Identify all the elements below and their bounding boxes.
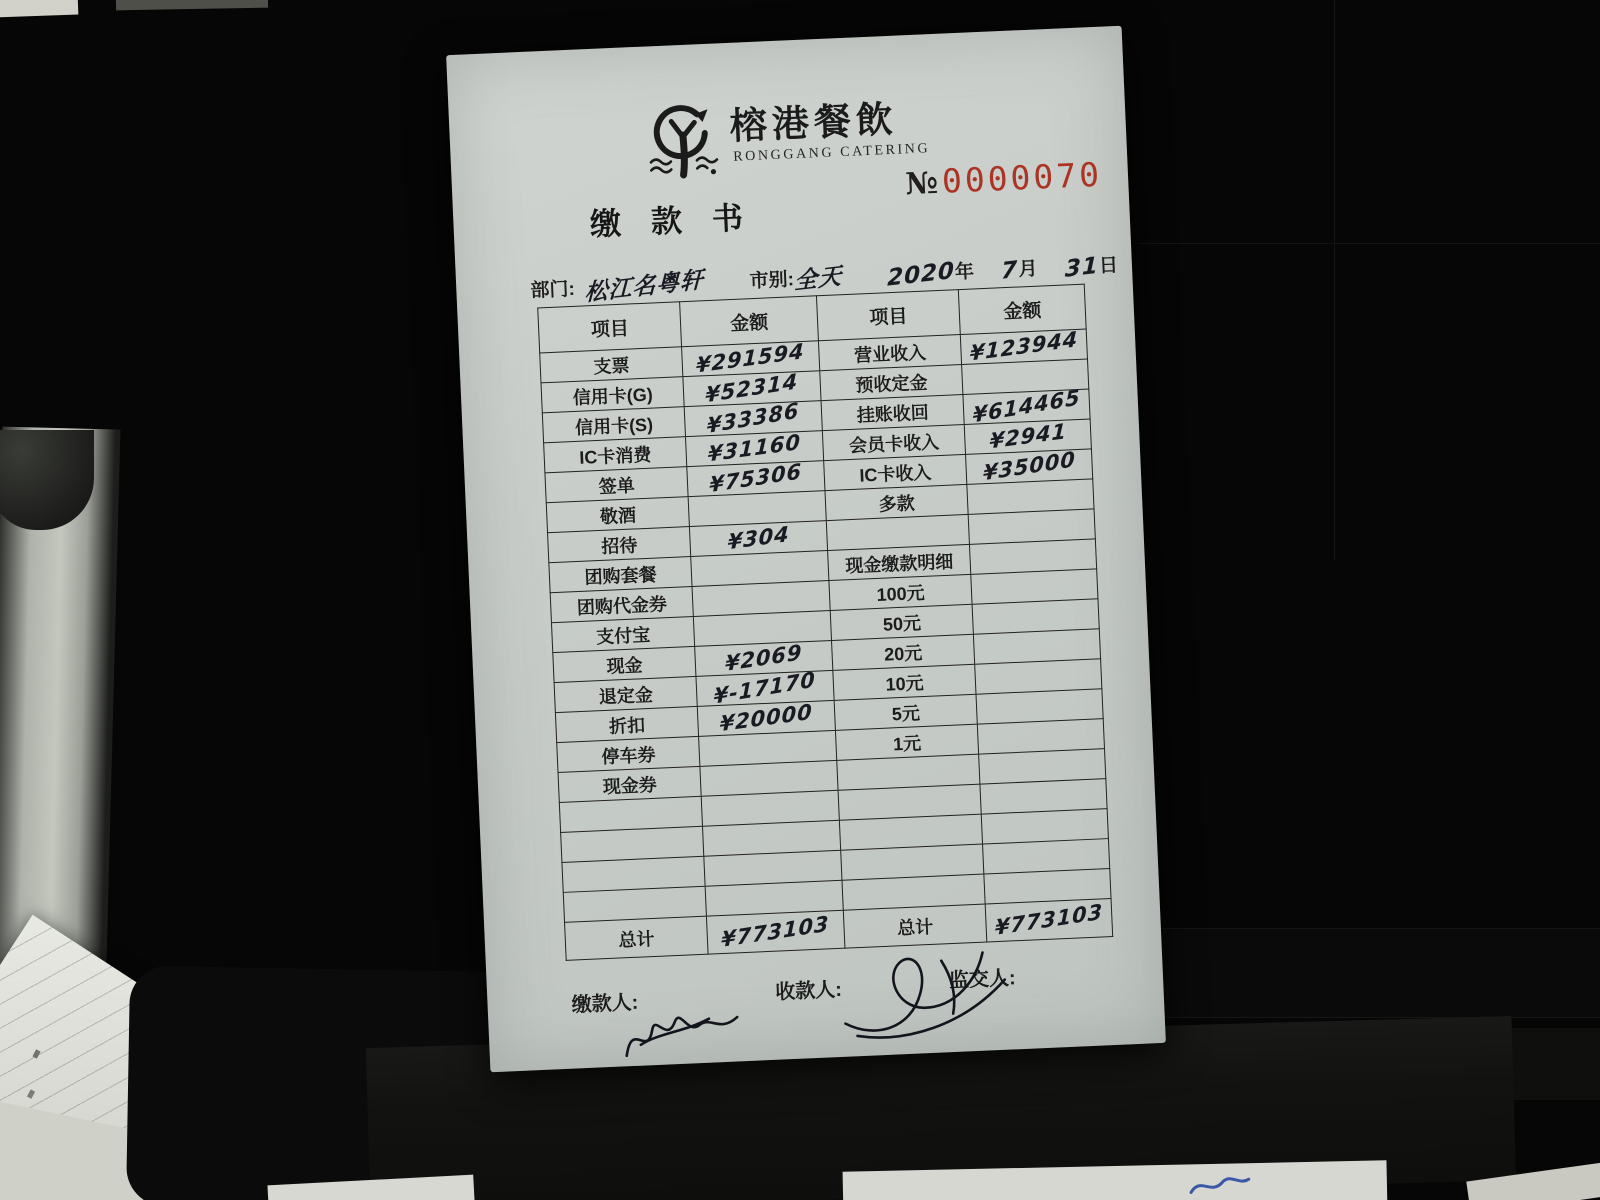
- blue-pen-mark: [1183, 1165, 1264, 1200]
- item-cell: 1元: [835, 724, 978, 760]
- year-label: 年: [954, 261, 975, 284]
- handwritten-amount: ¥2069: [724, 639, 803, 676]
- item-cell: 现金券: [558, 766, 701, 802]
- handwritten-amount: ¥35000: [982, 446, 1076, 485]
- handwritten-amount: ¥75306: [709, 458, 803, 497]
- item-cell: 支票: [540, 347, 683, 383]
- item-cell: 20元: [831, 634, 974, 670]
- serial-digits: 0000070: [941, 154, 1103, 201]
- day-label: 日: [1098, 255, 1119, 277]
- item-cell: 预收定金: [820, 365, 963, 401]
- item-cell: 签单: [545, 467, 688, 503]
- item-cell: 停车券: [557, 736, 700, 772]
- column-header: 金额: [680, 296, 819, 347]
- item-cell: 现金: [553, 646, 696, 682]
- shift-label: 市别:: [749, 269, 795, 293]
- payment-table: [537, 284, 1113, 961]
- month-label: 月: [1018, 258, 1038, 281]
- desk-seam-vertical: [1334, 0, 1335, 560]
- amount-cell: [707, 910, 845, 954]
- brand-name-chinese: 榕港餐飲: [729, 98, 899, 147]
- dept-value-handwritten: 松江名粤轩: [584, 266, 705, 307]
- ronggang-logo-icon: [645, 99, 723, 188]
- item-cell: 总计: [565, 916, 709, 960]
- item-cell: 退定金: [554, 676, 697, 712]
- item-cell: 招待: [548, 527, 691, 563]
- year-value-handwritten: 2020: [886, 257, 956, 292]
- item-cell: 现金缴款明细: [828, 544, 971, 580]
- handwritten-amount: ¥20000: [719, 699, 814, 736]
- item-cell: 信用卡(G): [541, 377, 684, 413]
- handwritten-amount: ¥2941: [988, 418, 1068, 453]
- handwritten-amount: ¥773103: [994, 898, 1104, 940]
- dept-label: 部门:: [530, 278, 576, 302]
- item-cell: 挂账收回: [821, 395, 964, 431]
- handwritten-amount: ¥304: [727, 521, 791, 554]
- day-value-handwritten: 31: [1064, 252, 1100, 283]
- column-header: 项目: [538, 302, 682, 353]
- receiver-label: 收款人:: [774, 978, 843, 1004]
- item-cell: IC卡收入: [824, 454, 967, 490]
- month-value-handwritten: 7: [1001, 256, 1019, 285]
- item-cell: 团购套餐: [549, 557, 692, 593]
- background-paper-sliver-top-left: [0, 0, 78, 17]
- item-cell: 多款: [825, 484, 968, 520]
- item-cell: 敬酒: [546, 497, 689, 533]
- item-cell: 信用卡(S): [542, 407, 685, 443]
- item-cell: 团购代金券: [550, 586, 693, 622]
- payer-label: 缴款人:: [571, 991, 639, 1017]
- item-cell: 100元: [829, 574, 972, 610]
- column-header: 项目: [816, 290, 960, 341]
- brand-name-english: RONGGANG CATERING: [732, 140, 931, 165]
- shift-value-handwritten: 全天: [793, 263, 843, 296]
- desk-seam-horizontal: [1140, 243, 1600, 244]
- serial-number: [905, 155, 1103, 203]
- item-cell: IC卡消费: [544, 437, 687, 473]
- handwritten-amount: ¥773103: [721, 910, 831, 952]
- column-header: 金额: [959, 284, 1087, 334]
- handwritten-amount: ¥614465: [972, 384, 1081, 427]
- item-cell: 总计: [843, 904, 987, 948]
- desk-panel: [1140, 928, 1600, 1018]
- item-cell: 营业收入: [818, 335, 961, 371]
- handwritten-amount: ¥291594: [696, 338, 806, 378]
- item-cell: 50元: [830, 604, 973, 640]
- payment-receipt-paper: [446, 26, 1166, 1073]
- handwritten-amount: ¥123944: [969, 326, 1079, 366]
- handwritten-amount: ¥33386: [707, 397, 800, 438]
- supervisor-label: 监交人:: [948, 967, 1017, 993]
- serial-prefix: №: [904, 165, 939, 203]
- handwritten-amount: ¥-17170: [714, 666, 817, 709]
- background-gray-sliver-top: [116, 0, 268, 10]
- item-cell: 折扣: [555, 706, 698, 742]
- item-cell: 10元: [833, 664, 976, 700]
- document-title: 缴款书: [589, 199, 774, 243]
- item-cell: 会员卡收入: [822, 424, 965, 460]
- item-cell: 支付宝: [551, 616, 694, 652]
- item-cell: 5元: [834, 694, 977, 730]
- handwritten-amount: ¥52314: [705, 368, 799, 407]
- handwritten-amount: ¥31160: [707, 429, 802, 466]
